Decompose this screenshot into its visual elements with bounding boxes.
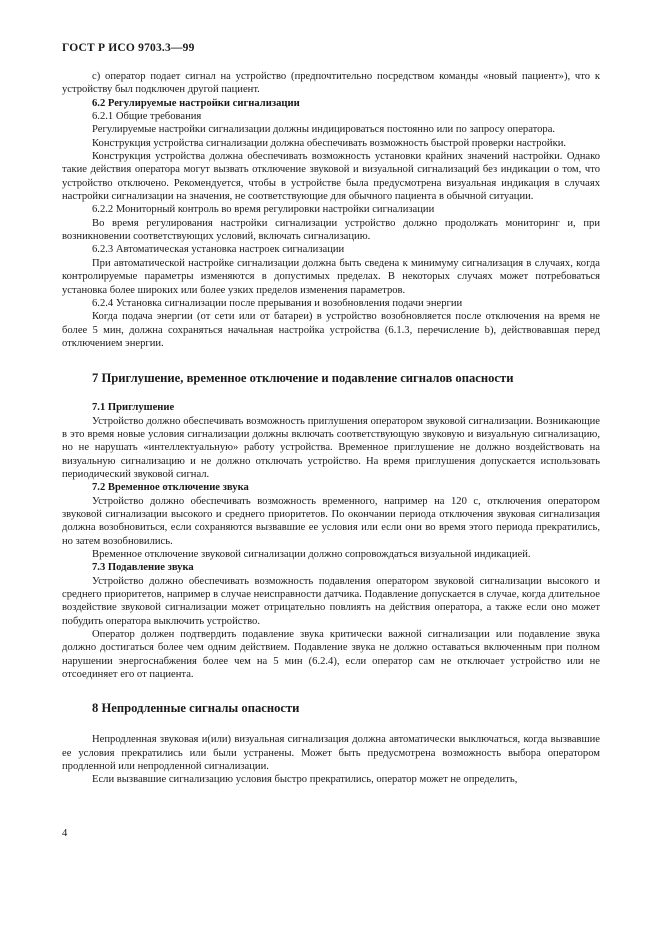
section-7-body (62, 401, 600, 681)
paragraph: При автоматической настройке сигнализации должна быть сведена к минимуму сигнализация в случаях, когда контролируемые параметры изменяются в допустимых пределах. В некоторых случаях может потребоваться установка более широких или более узких пределов изменения параметров. (62, 257, 600, 296)
paragraph: Конструкция устройства сигнализации должна обеспечивать возможность быстрой проверки настройки. (92, 137, 567, 149)
paragraph: Непродленная звуковая и(или) визуальная сигнализация должна автоматически выключаться, когда вызвавшие ее условия прекратились или были устранены. Может быть предусмотрена возможность выбора оператором продленной или непродленной сигнализации. (62, 734, 600, 773)
paragraph: Устройство должно обеспечивать возможность приглушения оператором звуковой сигнализации. Возникающие в это время новые условия сигнализации должны включать соответствующую звуковую и визуальную сигнализацию, но не нарушать «интеллектуальную» работу устройства. Временное приглушение не должно воздействовать на визуальную сигнализацию и не должно отключать устройство. На время приглушения допускается использовать периодический звуковой сигнал. (62, 415, 600, 480)
paragraph: Если вызвавшие сигнализацию условия быстро прекратились, оператор может не определить, (92, 774, 518, 786)
document-page (62, 42, 600, 787)
paragraph: Устройство должно обеспечивать возможность подавления оператором звуковой сигнализации высокого и среднего приоритетов, например в случае неисправности датчика. Подавление допускается в случае, когда длительное воздействие звуковой сигнализации может отрицательно повлиять на действия оператора, а также если оно может побудить оператора выключить устройство. (62, 575, 600, 627)
section-8-title: 8 Непродленные сигналы опасности (92, 701, 300, 716)
paragraph: Когда подача энергии (от сети или от батареи) в устройство возобновляется после отключения на время не более 5 мин, должна сохраняться начальная настройка устройства (6.1.3, перечисление b), действовавшая перед отключением энергии. (62, 311, 600, 349)
paragraph: Конструкция устройства должна обеспечивать возможность установки крайних значений настройки. Однако такие действия оператора могут вызвать отключение звуковой и визуальной сигнализаций без индикации о том, что устройство отключено. Рекомендуется, чтобы в устройстве была предусмотрена визуальная индикация в случаях настройки сигнализации на значения, не соответствующие для обычного пациента в обычной ситуации. (62, 151, 600, 203)
subsection-heading: 7.1 Приглушение (92, 402, 175, 414)
section-7-title: 7 Приглушение, временное отключение и подавление сигналов опасности (92, 371, 514, 386)
paragraph: Регулируемые настройки сигнализации должны индицироваться постоянно или по запросу оператора. (92, 124, 556, 136)
subsection-heading: 7.2 Временное отключение звука (92, 482, 249, 494)
paragraph: Оператор должен подтвердить подавление звука критически важной сигнализации или подавление звука должно достигаться более чем одним действием. Подавление звука не должно оставаться включенным при полном нарушении энергоснабжения более чем на 5 мин (6.2.4), если оператор сам не отключает устройство или не отсоединяет его от пациента. (62, 629, 600, 681)
subsection-heading: 7.3 Подавление звука (92, 562, 194, 574)
paragraph: 6.2.4 Установка сигнализации после прерывания и возобновления подачи энергии (92, 297, 463, 309)
paragraph: Временное отключение звуковой сигнализации должно сопровождаться визуальной индикацией. (92, 549, 531, 560)
paragraph: Устройство должно обеспечивать возможность временного, например на 120 с, отключения оператором звуковой сигнализации высокого и среднего приоритетов. По окончании периода отключения звуковая сигнализация должна возобновиться, если сохраняются вызвавшие ее условия или если они во время этого периода прекратились, но затем возобновились. (62, 495, 600, 547)
paragraph: 6.2.1 Общие требования (92, 111, 202, 123)
paragraph: c) оператор подает сигнал на устройство (предпочтительно посредством команды «новый пациент»), что к устройству был подключен другой пациент. (62, 71, 600, 96)
section-6-2-body (62, 70, 600, 350)
subsection-heading: 6.2 Регулируемые настройки сигнализации (92, 97, 300, 109)
section-8-body (62, 733, 600, 786)
paragraph: 6.2.2 Мониторный контроль во время регулировки настройки сигнализации (92, 204, 435, 216)
document-header: ГОСТ Р ИСО 9703.3—99 (62, 42, 195, 54)
paragraph: 6.2.3 Автоматическая установка настроек сигнализации (92, 244, 345, 256)
paragraph: Во время регулирования настройки сигнализации устройство должно продолжать мониторинг и, при возникновении соответствующих условий, включать сигнализацию. (62, 217, 600, 243)
page-number: 4 (62, 828, 68, 839)
